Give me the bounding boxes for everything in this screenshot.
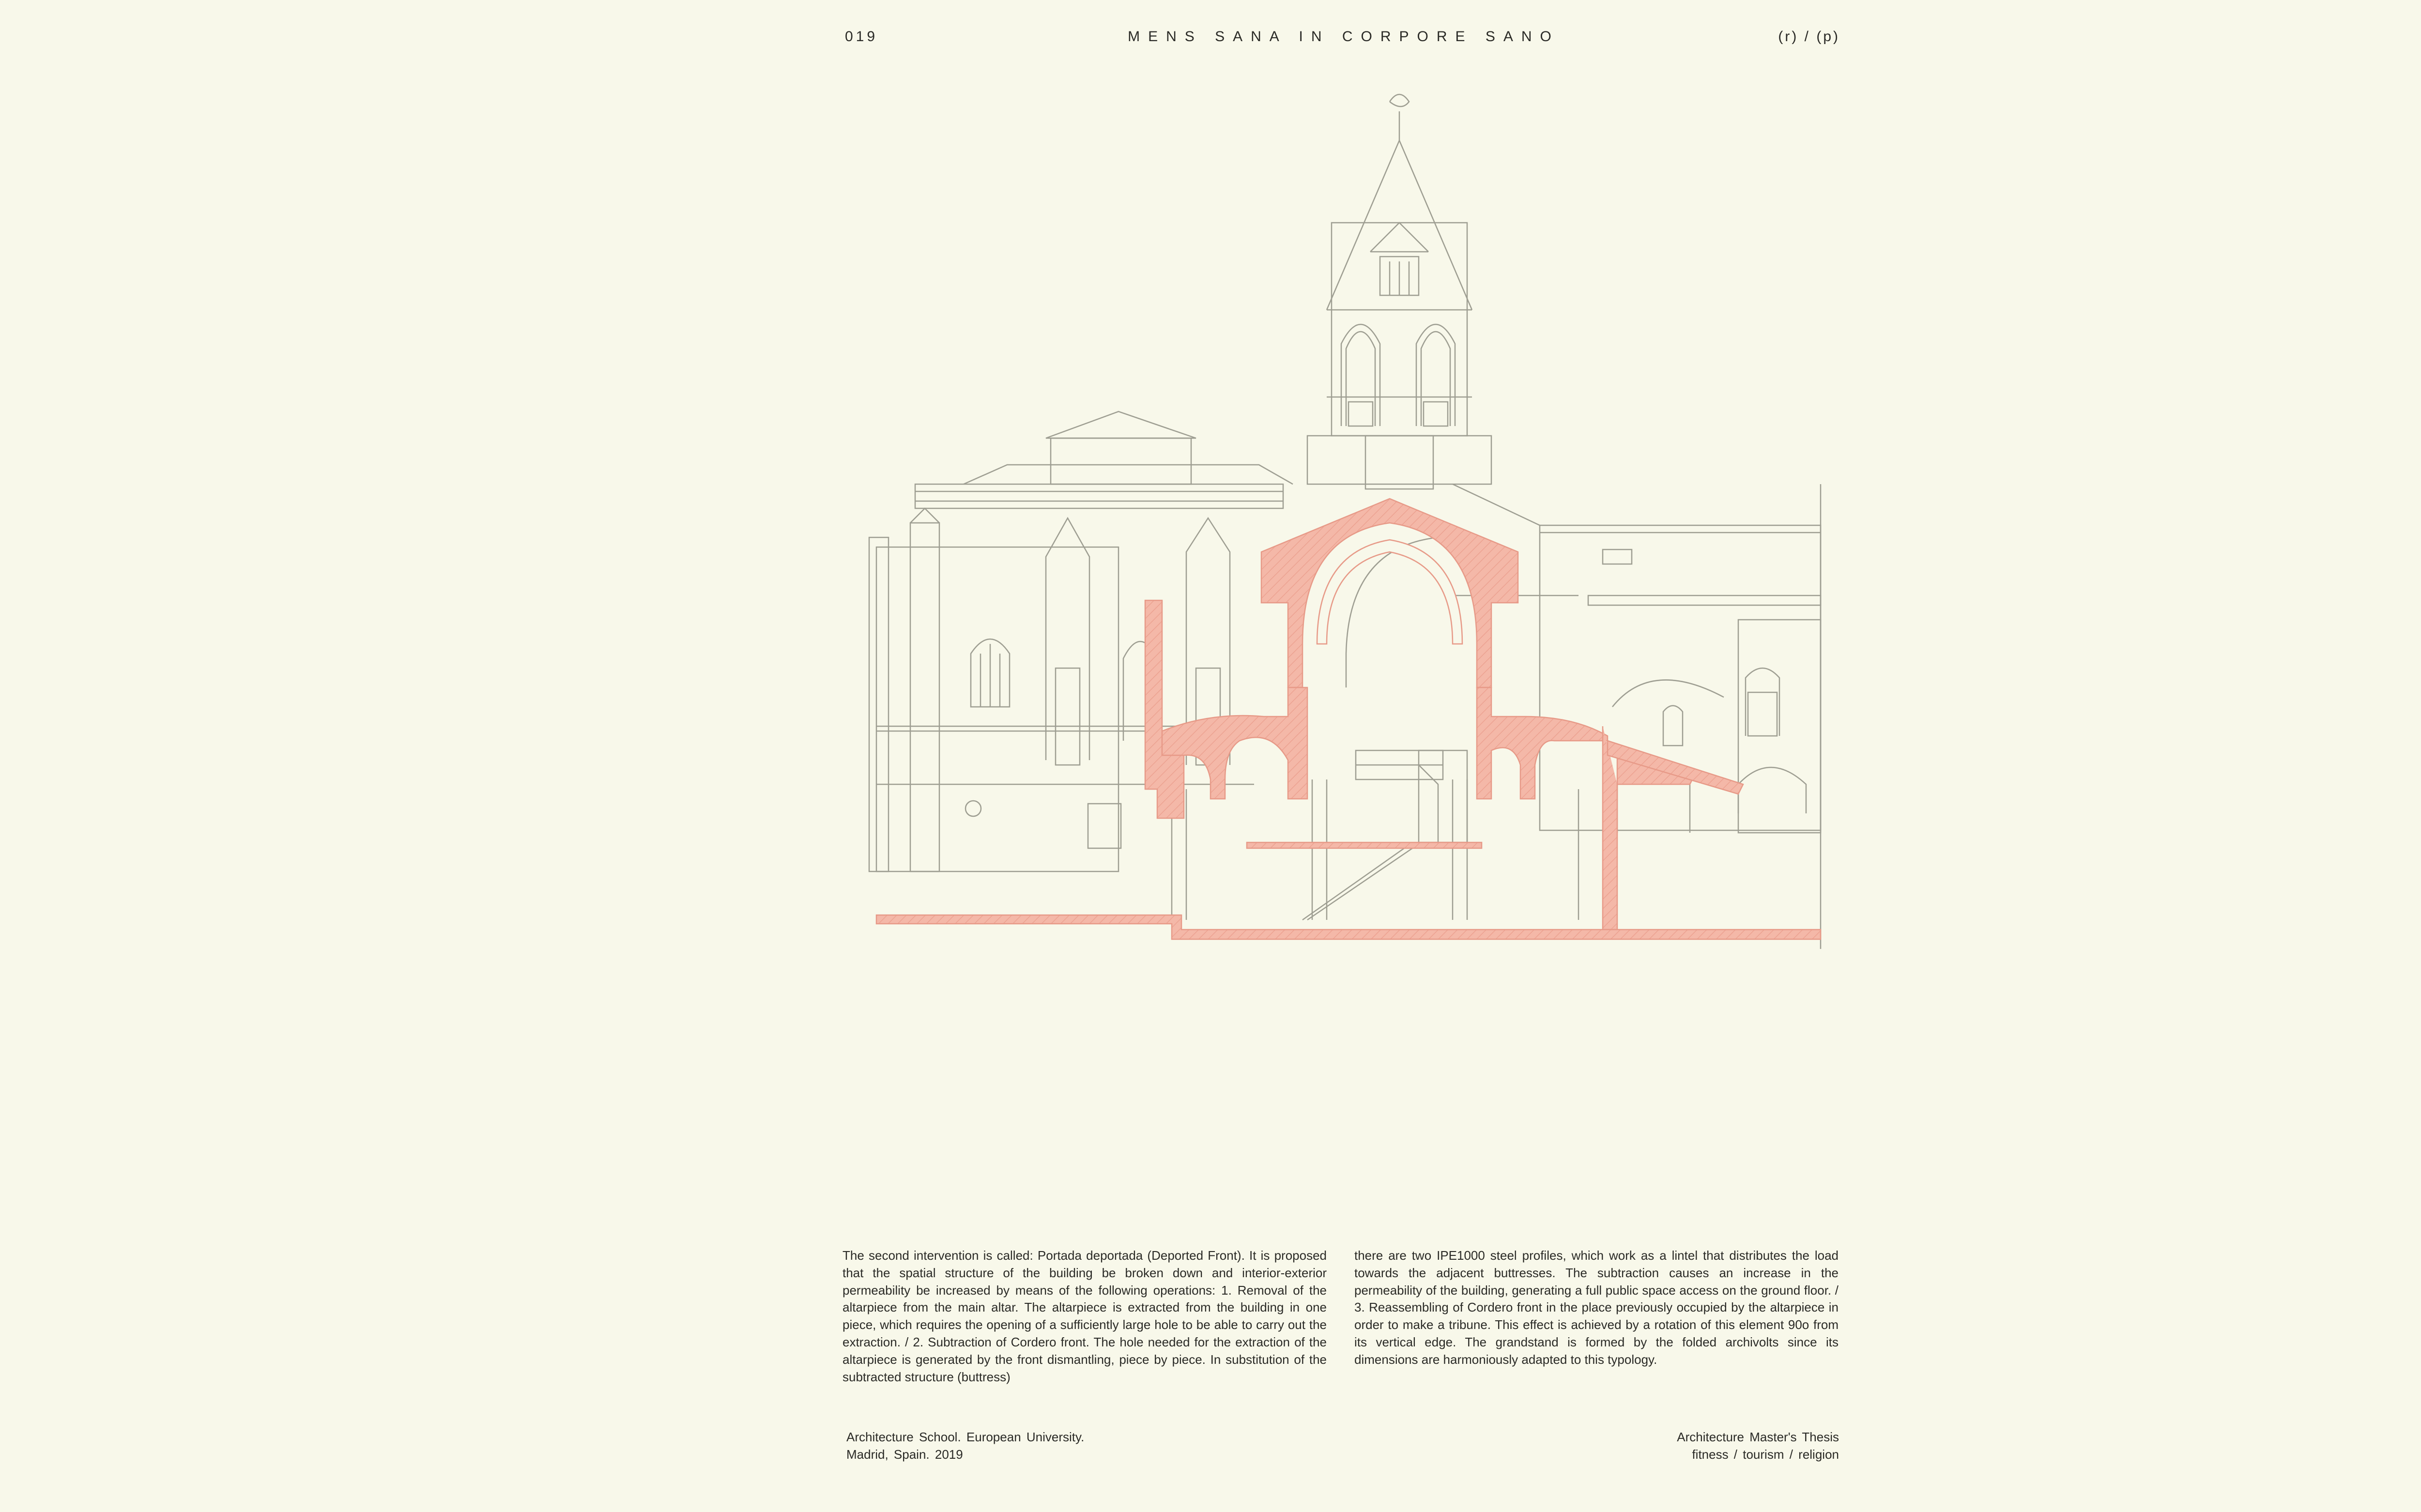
footer-school: Architecture School. European University. — [846, 1430, 1085, 1444]
page-mark: (r) / (p) — [1778, 29, 1840, 45]
body-text-left: The second intervention is called: Portada deportada (Deported Front). It is proposed that the spatial structure of the building be broken down and interior-exterior permeability be increased by means of the following operations: 1. Removal of the altarpiece from the main altar. The altarpiece is extracted from the building in one piece, which requires the opening of a sufficiently large hole to be able to carry out the extraction. / 2. Subtraction of Cordero front. The hole needed for the extraction of the altarpiece is generated by the front dismantling, piece by piece. In substitution of the subtracted structure (buttress) — [843, 1248, 1327, 1384]
footer-thesis — [1677, 1428, 1839, 1463]
church-section-drawing — [823, 87, 1835, 959]
footer-location: Madrid, Spain. 2019 — [846, 1447, 963, 1462]
section-cut — [876, 499, 1821, 939]
footer-thesis-title: Architecture Master's Thesis — [1677, 1430, 1839, 1444]
page-number: 019 — [845, 29, 878, 45]
footer-institution — [846, 1428, 1084, 1463]
page-title: MENS SANA IN CORPORE SANO — [1128, 29, 1560, 45]
body-text-right: there are two IPE1000 steel profiles, which work as a lintel that distributes the load towards the adjacent buttresses. The subtraction causes an increase in the permeability of the building, generating a full public space access on the ground floor. / 3. Reassembling of Cordero front in the place previously occupied by the altarpiece in order to make a tribune. This effect is achieved by a rotation of this element 90o from its vertical edge. The grandstand is formed by the folded archivolts since its dimensions are harmoniously adapted to this typology. — [1354, 1248, 1839, 1367]
footer-thesis-topics: fitness / tourism / religion — [1692, 1447, 1839, 1462]
